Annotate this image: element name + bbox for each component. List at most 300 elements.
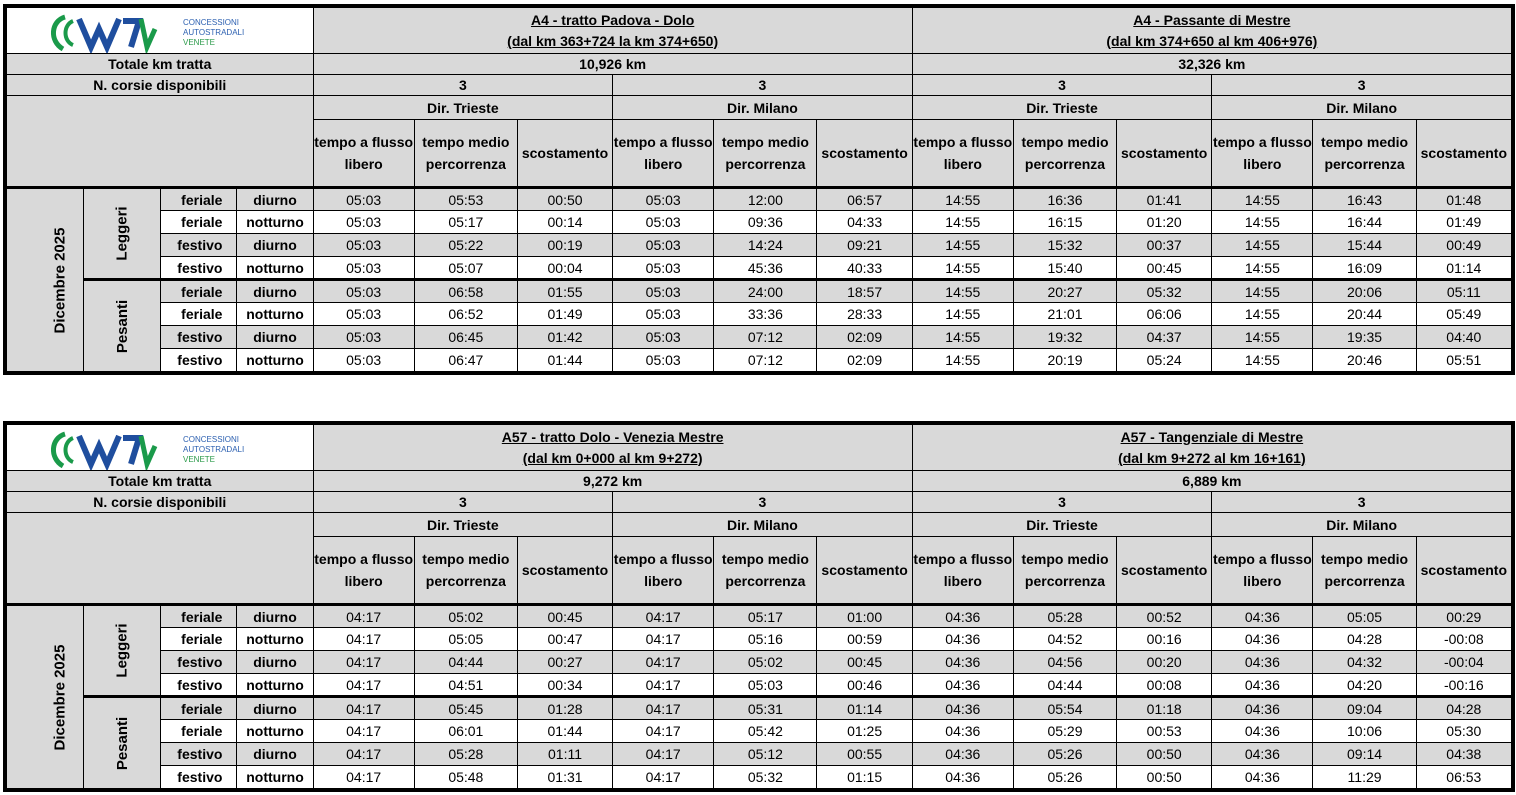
direction-header: Dir. Trieste xyxy=(313,513,613,537)
vehicle-class-text: Leggeri xyxy=(113,206,131,261)
data-cell: 05:03 xyxy=(613,211,714,234)
data-cell: 05:11 xyxy=(1416,280,1511,303)
day-type: feriale xyxy=(161,188,237,211)
data-cell: 04:17 xyxy=(313,605,414,628)
col-header-avg-time: tempo medio percorrenza xyxy=(1013,120,1116,188)
data-cell: 04:36 xyxy=(1212,743,1313,766)
col-header-free-flow: tempo a flusso libero xyxy=(912,537,1013,605)
data-cell: 04:52 xyxy=(1013,628,1116,651)
segment-range: (dal km 9+272 al km 16+161) xyxy=(1118,449,1306,466)
data-cell: 04:17 xyxy=(313,651,414,674)
svg-text:VENETE: VENETE xyxy=(183,455,216,464)
data-cell: 19:32 xyxy=(1013,326,1116,349)
data-cell: 04:36 xyxy=(1212,651,1313,674)
data-cell: 06:06 xyxy=(1117,303,1212,326)
data-cell: 16:44 xyxy=(1313,211,1416,234)
data-cell: 04:36 xyxy=(1212,605,1313,628)
data-cell: 04:44 xyxy=(414,651,517,674)
data-cell: 14:55 xyxy=(912,188,1013,211)
data-cell: 04:17 xyxy=(313,674,414,697)
data-cell: 04:51 xyxy=(414,674,517,697)
segment-name: A57 - tratto Dolo - Venezia Mestre xyxy=(501,428,724,445)
col-header-deviation: scostamento xyxy=(817,120,912,188)
time-band: notturno xyxy=(237,628,313,651)
data-cell: 18:57 xyxy=(817,280,912,303)
data-cell: 20:06 xyxy=(1313,280,1416,303)
col-header-deviation: scostamento xyxy=(1117,120,1212,188)
direction-header: Dir. Milano xyxy=(1212,513,1512,537)
col-header-free-flow: tempo a flusso libero xyxy=(313,120,414,188)
day-type: festivo xyxy=(161,234,237,257)
vehicle-class-label xyxy=(84,697,161,789)
col-header-avg-time: tempo medio percorrenza xyxy=(1313,537,1416,605)
data-cell: 04:38 xyxy=(1416,743,1511,766)
data-cell: 14:55 xyxy=(1212,188,1313,211)
svg-text:CONCESSIONI: CONCESSIONI xyxy=(183,18,240,27)
logo-cell xyxy=(7,8,314,54)
data-cell: 05:07 xyxy=(414,257,517,280)
data-cell: 05:48 xyxy=(414,766,517,789)
data-cell: 05:17 xyxy=(414,211,517,234)
data-cell: 00:19 xyxy=(517,234,612,257)
data-cell: 04:17 xyxy=(613,743,714,766)
data-cell: 05:31 xyxy=(714,697,817,720)
time-band: diurno xyxy=(237,234,313,257)
data-cell: 04:36 xyxy=(1212,766,1313,789)
time-band: notturno xyxy=(237,257,313,280)
direction-header: Dir. Trieste xyxy=(313,96,613,120)
data-cell: 05:03 xyxy=(313,280,414,303)
data-cell: 00:55 xyxy=(817,743,912,766)
data-cell: 04:36 xyxy=(912,720,1013,743)
totale-km-label: Totale km tratta xyxy=(7,471,314,492)
data-cell: 05:05 xyxy=(414,628,517,651)
vehicle-class-text: Pesanti xyxy=(113,716,131,770)
data-cell: 14:55 xyxy=(912,211,1013,234)
data-cell: 04:17 xyxy=(613,628,714,651)
data-cell: 04:17 xyxy=(613,605,714,628)
col-header-free-flow: tempo a flusso libero xyxy=(912,120,1013,188)
data-cell: 01:11 xyxy=(517,743,612,766)
data-cell: 00:49 xyxy=(1416,234,1511,257)
month-text: Dicembre 2025 xyxy=(51,227,69,333)
data-cell: 06:45 xyxy=(414,326,517,349)
data-cell: 01:31 xyxy=(517,766,612,789)
data-cell: 14:55 xyxy=(912,280,1013,303)
data-cell: 04:17 xyxy=(313,628,414,651)
direction-header: Dir. Milano xyxy=(613,96,913,120)
data-cell: 04:36 xyxy=(912,628,1013,651)
data-cell: 04:17 xyxy=(313,743,414,766)
data-cell: 16:36 xyxy=(1013,188,1116,211)
data-cell: 05:03 xyxy=(613,234,714,257)
day-type: festivo xyxy=(161,743,237,766)
col-header-avg-time: tempo medio percorrenza xyxy=(1013,537,1116,605)
data-cell: 05:05 xyxy=(1313,605,1416,628)
data-cell: 04:32 xyxy=(1313,651,1416,674)
data-cell: 28:33 xyxy=(817,303,912,326)
data-cell: 01:41 xyxy=(1117,188,1212,211)
data-cell: 05:26 xyxy=(1013,743,1116,766)
data-cell: 15:40 xyxy=(1013,257,1116,280)
data-cell: 19:35 xyxy=(1313,326,1416,349)
time-band: notturno xyxy=(237,766,313,789)
data-cell: 06:57 xyxy=(817,188,912,211)
data-cell: 05:02 xyxy=(414,605,517,628)
data-cell: 01:49 xyxy=(517,303,612,326)
col-header-avg-time: tempo medio percorrenza xyxy=(414,537,517,605)
col-header-avg-time: tempo medio percorrenza xyxy=(414,120,517,188)
data-cell: 04:17 xyxy=(613,651,714,674)
data-cell: 05:16 xyxy=(714,628,817,651)
time-band: diurno xyxy=(237,651,313,674)
data-cell: 09:04 xyxy=(1313,697,1416,720)
data-cell: 04:36 xyxy=(912,766,1013,789)
data-cell: 05:30 xyxy=(1416,720,1511,743)
data-cell: 06:52 xyxy=(414,303,517,326)
time-band: diurno xyxy=(237,605,313,628)
time-band: notturno xyxy=(237,674,313,697)
data-cell: 14:55 xyxy=(1212,326,1313,349)
data-cell: 05:03 xyxy=(313,326,414,349)
segment-km: 32,326 km xyxy=(912,54,1511,75)
segment-name: A4 - tratto Padova - Dolo xyxy=(530,11,695,28)
time-band: diurno xyxy=(237,743,313,766)
data-cell: 14:55 xyxy=(1212,234,1313,257)
col-header-free-flow: tempo a flusso libero xyxy=(613,537,714,605)
lanes-count: 3 xyxy=(1212,75,1512,96)
data-cell: 45:36 xyxy=(714,257,817,280)
data-cell: 00:52 xyxy=(1117,605,1212,628)
data-cell: 20:27 xyxy=(1013,280,1116,303)
data-cell: 24:00 xyxy=(714,280,817,303)
data-cell: 04:17 xyxy=(613,674,714,697)
data-cell: 05:03 xyxy=(613,257,714,280)
data-cell: 00:50 xyxy=(1117,766,1212,789)
svg-text:AUTOSTRADALI: AUTOSTRADALI xyxy=(183,445,245,454)
data-cell: 01:20 xyxy=(1117,211,1212,234)
time-band: notturno xyxy=(237,211,313,234)
data-cell: 01:28 xyxy=(517,697,612,720)
segment-km: 10,926 km xyxy=(313,54,912,75)
data-cell: 05:03 xyxy=(313,211,414,234)
data-cell: 00:27 xyxy=(517,651,612,674)
day-type: festivo xyxy=(161,349,237,372)
day-type: feriale xyxy=(161,211,237,234)
traffic-table-a4 xyxy=(6,7,1512,372)
data-cell: 05:03 xyxy=(313,257,414,280)
data-cell: 05:28 xyxy=(414,743,517,766)
data-cell: 04:36 xyxy=(912,743,1013,766)
data-cell: 14:55 xyxy=(1212,211,1313,234)
data-cell: 01:00 xyxy=(817,605,912,628)
data-cell: 01:49 xyxy=(1416,211,1511,234)
col-header-deviation: scostamento xyxy=(1416,537,1511,605)
lanes-count: 3 xyxy=(313,492,613,513)
data-cell: 04:36 xyxy=(912,697,1013,720)
direction-header: Dir. Milano xyxy=(1212,96,1512,120)
data-cell: 10:06 xyxy=(1313,720,1416,743)
vehicle-class-text: Leggeri xyxy=(113,623,131,678)
day-type: feriale xyxy=(161,280,237,303)
data-cell: 09:14 xyxy=(1313,743,1416,766)
data-cell: 14:55 xyxy=(1212,349,1313,372)
cav-logo xyxy=(43,11,283,54)
data-cell: 05:53 xyxy=(414,188,517,211)
data-cell: 00:47 xyxy=(517,628,612,651)
month-text: Dicembre 2025 xyxy=(51,644,69,750)
data-cell: 05:03 xyxy=(613,188,714,211)
data-cell: 00:37 xyxy=(1117,234,1212,257)
segment-title xyxy=(912,425,1511,471)
corsie-label: N. corsie disponibili xyxy=(7,75,314,96)
data-cell: 40:33 xyxy=(817,257,912,280)
time-band: notturno xyxy=(237,720,313,743)
data-cell: 01:14 xyxy=(817,697,912,720)
data-cell: 01:25 xyxy=(817,720,912,743)
data-cell: 04:56 xyxy=(1013,651,1116,674)
totale-km-label: Totale km tratta xyxy=(7,54,314,75)
day-type: feriale xyxy=(161,697,237,720)
col-header-free-flow: tempo a flusso libero xyxy=(313,537,414,605)
data-cell: 04:17 xyxy=(313,720,414,743)
data-cell: 05:29 xyxy=(1013,720,1116,743)
time-band: diurno xyxy=(237,280,313,303)
data-cell: 04:36 xyxy=(1212,674,1313,697)
data-cell: 00:16 xyxy=(1117,628,1212,651)
data-cell: 04:36 xyxy=(912,674,1013,697)
data-cell: 06:01 xyxy=(414,720,517,743)
data-cell: 05:22 xyxy=(414,234,517,257)
direction-header: Dir. Trieste xyxy=(912,96,1212,120)
day-type: festivo xyxy=(161,257,237,280)
data-cell: 06:58 xyxy=(414,280,517,303)
data-cell: 14:55 xyxy=(1212,257,1313,280)
data-cell: 00:45 xyxy=(1117,257,1212,280)
data-cell: 00:50 xyxy=(1117,743,1212,766)
data-cell: 15:32 xyxy=(1013,234,1116,257)
time-band: diurno xyxy=(237,188,313,211)
traffic-table-a57 xyxy=(6,424,1512,789)
col-header-avg-time: tempo medio percorrenza xyxy=(1313,120,1416,188)
col-header-deviation: scostamento xyxy=(517,537,612,605)
month-label xyxy=(7,605,84,789)
data-cell: 04:20 xyxy=(1313,674,1416,697)
data-cell: -00:16 xyxy=(1416,674,1511,697)
vehicle-class-label xyxy=(84,188,161,280)
data-cell: 09:36 xyxy=(714,211,817,234)
data-cell: 20:46 xyxy=(1313,349,1416,372)
data-cell: 01:14 xyxy=(1416,257,1511,280)
data-cell: 02:09 xyxy=(817,326,912,349)
data-cell: 14:24 xyxy=(714,234,817,257)
data-cell: 05:03 xyxy=(313,303,414,326)
time-band: notturno xyxy=(237,303,313,326)
data-cell: 05:02 xyxy=(714,651,817,674)
segment-km: 6,889 km xyxy=(912,471,1511,492)
month-label xyxy=(7,188,84,372)
data-cell: 00:45 xyxy=(517,605,612,628)
data-cell: 14:55 xyxy=(1212,280,1313,303)
data-cell: 04:17 xyxy=(313,766,414,789)
data-cell: 14:55 xyxy=(1212,303,1313,326)
data-cell: 05:42 xyxy=(714,720,817,743)
data-cell: 04:36 xyxy=(1212,697,1313,720)
data-cell: 00:59 xyxy=(817,628,912,651)
col-header-free-flow: tempo a flusso libero xyxy=(1212,537,1313,605)
col-header-deviation: scostamento xyxy=(817,537,912,605)
data-cell: 04:36 xyxy=(912,651,1013,674)
data-cell: 00:34 xyxy=(517,674,612,697)
data-cell: 05:54 xyxy=(1013,697,1116,720)
cav-logo xyxy=(43,428,283,471)
data-cell: 14:55 xyxy=(912,234,1013,257)
data-cell: 05:12 xyxy=(714,743,817,766)
data-cell: 14:55 xyxy=(912,326,1013,349)
day-type: feriale xyxy=(161,605,237,628)
svg-text:VENETE: VENETE xyxy=(183,38,216,47)
data-cell: 12:00 xyxy=(714,188,817,211)
data-cell: 05:49 xyxy=(1416,303,1511,326)
data-cell: 05:03 xyxy=(714,674,817,697)
data-cell: 20:44 xyxy=(1313,303,1416,326)
col-header-deviation: scostamento xyxy=(1117,537,1212,605)
data-cell: 05:03 xyxy=(313,234,414,257)
segment-title xyxy=(313,8,912,54)
day-type: festivo xyxy=(161,674,237,697)
data-cell: 04:36 xyxy=(1212,628,1313,651)
data-cell: 11:29 xyxy=(1313,766,1416,789)
data-cell: 04:17 xyxy=(613,697,714,720)
data-cell: 05:32 xyxy=(1117,280,1212,303)
segment-range: (dal km 0+000 al km 9+272) xyxy=(522,449,703,466)
data-cell: 04:40 xyxy=(1416,326,1511,349)
data-cell: 04:17 xyxy=(613,766,714,789)
direction-header: Dir. Trieste xyxy=(912,513,1212,537)
col-header-avg-time: tempo medio percorrenza xyxy=(714,120,817,188)
data-cell: 01:48 xyxy=(1416,188,1511,211)
vehicle-class-label xyxy=(84,605,161,697)
data-cell: 05:03 xyxy=(313,349,414,372)
data-cell: 33:36 xyxy=(714,303,817,326)
data-cell: 05:26 xyxy=(1013,766,1116,789)
data-cell: 15:44 xyxy=(1313,234,1416,257)
data-cell: 00:08 xyxy=(1117,674,1212,697)
lanes-count: 3 xyxy=(912,492,1212,513)
day-type: festivo xyxy=(161,326,237,349)
data-cell: 14:55 xyxy=(912,349,1013,372)
logo-cell xyxy=(7,425,314,471)
data-cell: 14:55 xyxy=(912,303,1013,326)
segment-range: (dal km 363+724 la km 374+650) xyxy=(507,32,719,49)
data-cell: 01:15 xyxy=(817,766,912,789)
data-cell: 05:32 xyxy=(714,766,817,789)
data-cell: 05:51 xyxy=(1416,349,1511,372)
time-band: diurno xyxy=(237,326,313,349)
data-cell: 20:19 xyxy=(1013,349,1116,372)
header-blank xyxy=(7,96,314,188)
col-header-avg-time: tempo medio percorrenza xyxy=(714,537,817,605)
svg-text:AUTOSTRADALI: AUTOSTRADALI xyxy=(183,28,245,37)
corsie-label: N. corsie disponibili xyxy=(7,492,314,513)
data-cell: 05:03 xyxy=(613,349,714,372)
lanes-count: 3 xyxy=(613,492,913,513)
segment-name: A4 - Passante di Mestre xyxy=(1133,11,1291,28)
header-blank xyxy=(7,513,314,605)
segment-title xyxy=(313,425,912,471)
data-cell: 02:09 xyxy=(817,349,912,372)
data-cell: 00:53 xyxy=(1117,720,1212,743)
data-cell: 16:09 xyxy=(1313,257,1416,280)
col-header-deviation: scostamento xyxy=(517,120,612,188)
data-cell: 00:20 xyxy=(1117,651,1212,674)
data-cell: 04:28 xyxy=(1313,628,1416,651)
data-cell: 05:03 xyxy=(313,188,414,211)
data-cell: 01:55 xyxy=(517,280,612,303)
data-cell: 05:03 xyxy=(613,303,714,326)
data-cell: 05:03 xyxy=(613,280,714,303)
data-cell: 14:55 xyxy=(912,257,1013,280)
time-band: notturno xyxy=(237,349,313,372)
direction-header: Dir. Milano xyxy=(613,513,913,537)
data-cell: 00:29 xyxy=(1416,605,1511,628)
data-cell: 01:44 xyxy=(517,720,612,743)
lanes-count: 3 xyxy=(1212,492,1512,513)
data-cell: 04:36 xyxy=(912,605,1013,628)
data-cell: -00:08 xyxy=(1416,628,1511,651)
data-cell: 07:12 xyxy=(714,326,817,349)
data-cell: 01:42 xyxy=(517,326,612,349)
data-cell: 16:15 xyxy=(1013,211,1116,234)
data-cell: 00:50 xyxy=(517,188,612,211)
data-cell: 04:28 xyxy=(1416,697,1511,720)
data-cell: 05:28 xyxy=(1013,605,1116,628)
data-cell: 01:18 xyxy=(1117,697,1212,720)
data-cell: 04:37 xyxy=(1117,326,1212,349)
data-cell: 00:14 xyxy=(517,211,612,234)
data-cell: 05:45 xyxy=(414,697,517,720)
day-type: feriale xyxy=(161,628,237,651)
data-cell: 05:17 xyxy=(714,605,817,628)
data-cell: 09:21 xyxy=(817,234,912,257)
data-cell: 04:33 xyxy=(817,211,912,234)
day-type: feriale xyxy=(161,720,237,743)
col-header-free-flow: tempo a flusso libero xyxy=(613,120,714,188)
data-cell: 04:44 xyxy=(1013,674,1116,697)
lanes-count: 3 xyxy=(613,75,913,96)
segment-km: 9,272 km xyxy=(313,471,912,492)
segment-name: A57 - Tangenziale di Mestre xyxy=(1120,428,1304,445)
data-cell: 04:17 xyxy=(613,720,714,743)
data-cell: 06:53 xyxy=(1416,766,1511,789)
data-cell: 04:17 xyxy=(313,697,414,720)
data-cell: 21:01 xyxy=(1013,303,1116,326)
data-cell: 05:24 xyxy=(1117,349,1212,372)
lanes-count: 3 xyxy=(912,75,1212,96)
col-header-free-flow: tempo a flusso libero xyxy=(1212,120,1313,188)
vehicle-class-label xyxy=(84,280,161,372)
vehicle-class-text: Pesanti xyxy=(113,299,131,353)
data-cell: 00:45 xyxy=(817,651,912,674)
data-cell: 16:43 xyxy=(1313,188,1416,211)
segment-title xyxy=(912,8,1511,54)
data-cell: 06:47 xyxy=(414,349,517,372)
data-cell: 01:44 xyxy=(517,349,612,372)
data-cell: 05:03 xyxy=(613,326,714,349)
day-type: feriale xyxy=(161,303,237,326)
data-cell: -00:04 xyxy=(1416,651,1511,674)
day-type: festivo xyxy=(161,766,237,789)
